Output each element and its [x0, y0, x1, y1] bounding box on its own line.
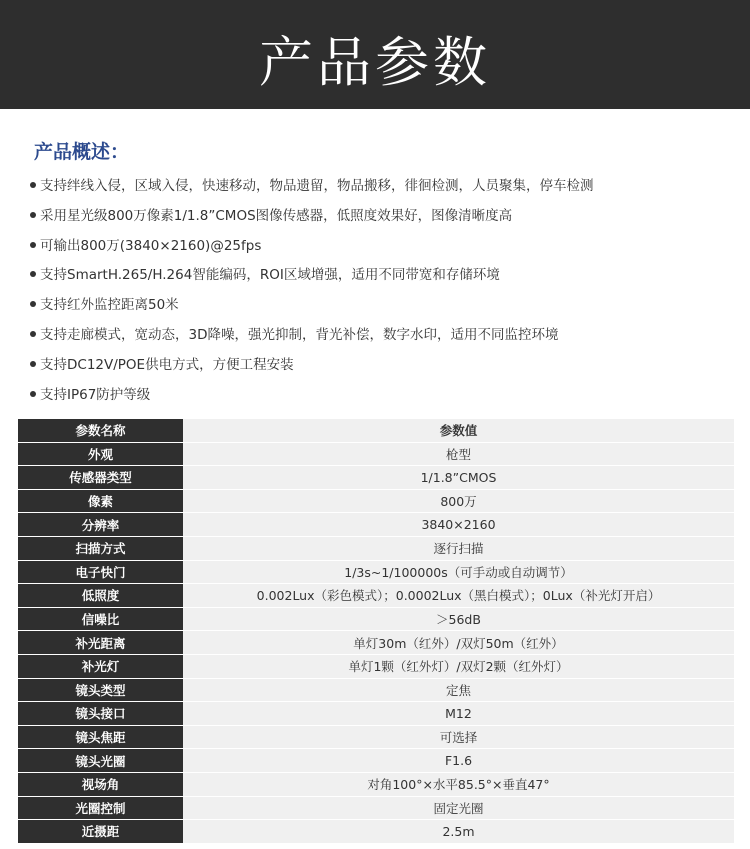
param-name: 像素	[18, 489, 183, 513]
bullet-icon	[30, 391, 36, 397]
bullet-icon	[30, 182, 36, 188]
table-row	[18, 772, 734, 796]
table-row	[18, 560, 734, 584]
param-value: 逐行扫描	[183, 536, 734, 560]
page-title: 产品参数	[259, 31, 491, 94]
bullet-icon	[30, 331, 36, 337]
bullet-icon	[30, 301, 36, 307]
table-row	[18, 796, 734, 820]
feature-text: 可输出800万(3840×2160)@25fps	[40, 237, 262, 254]
list-item	[30, 175, 730, 205]
list-item	[30, 294, 730, 324]
param-value: 3840×2160	[183, 513, 734, 537]
param-value: ＞56dB	[183, 607, 734, 631]
param-name: 信噪比	[18, 607, 183, 631]
param-value: 枪型	[183, 442, 734, 466]
list-item	[30, 324, 730, 354]
table-row	[18, 513, 734, 537]
param-name: 镜头接口	[18, 702, 183, 726]
list-item	[30, 354, 730, 384]
param-value: 定焦	[183, 678, 734, 702]
param-value: 单灯30m（红外）/双灯50m（红外）	[183, 631, 734, 655]
table-row	[18, 702, 734, 726]
param-name: 补光距离	[18, 631, 183, 655]
param-name: 补光灯	[18, 654, 183, 678]
overview-heading: 产品概述：	[34, 141, 130, 163]
list-item	[30, 264, 730, 294]
param-value: 可选择	[183, 725, 734, 749]
param-value: M12	[183, 702, 734, 726]
param-value: 0.002Lux（彩色模式）；0.0002Lux（黑白模式）；0Lux（补光灯开启）	[183, 584, 734, 608]
param-value: 2.5m	[183, 820, 734, 844]
header-name-cell: 参数名称	[18, 419, 183, 442]
feature-text: 支持SmartH.265/H.264智能编码，ROI区域增强，适用不同带宽和存储环境	[40, 267, 500, 284]
list-item	[30, 235, 730, 265]
table-row	[18, 466, 734, 490]
bullet-icon	[30, 212, 36, 218]
bullet-icon	[30, 242, 36, 248]
param-name: 镜头焦距	[18, 725, 183, 749]
feature-text: 支持红外监控距离50米	[40, 297, 179, 314]
param-name: 分辨率	[18, 513, 183, 537]
param-name: 扫描方式	[18, 536, 183, 560]
param-value: 1/3s~1/100000s（可手动或自动调节）	[183, 560, 734, 584]
bullet-icon	[30, 361, 36, 367]
param-name: 外观	[18, 442, 183, 466]
table-row	[18, 489, 734, 513]
table-row	[18, 678, 734, 702]
param-value: 800万	[183, 489, 734, 513]
table-row	[18, 631, 734, 655]
param-value: 固定光圈	[183, 796, 734, 820]
table-row	[18, 725, 734, 749]
table-row	[18, 749, 734, 773]
param-value: 1/1.8”CMOS	[183, 466, 734, 490]
param-name: 传感器类型	[18, 466, 183, 490]
table-row	[18, 820, 734, 844]
param-name: 镜头光圈	[18, 749, 183, 773]
feature-list	[30, 175, 730, 413]
table-row	[18, 584, 734, 608]
list-item	[30, 205, 730, 235]
param-name: 近摄距	[18, 820, 183, 844]
param-name: 视场角	[18, 772, 183, 796]
table-row	[18, 442, 734, 466]
table-row	[18, 536, 734, 560]
param-name: 低照度	[18, 584, 183, 608]
param-value: 单灯1颗（红外灯）/双灯2颗（红外灯）	[183, 654, 734, 678]
list-item	[30, 384, 730, 414]
table-row	[18, 654, 734, 678]
header-value-cell: 参数值	[183, 419, 734, 442]
param-value: F1.6	[183, 749, 734, 773]
param-value: 对角100°×水平85.5°×垂直47°	[183, 772, 734, 796]
bullet-icon	[30, 271, 36, 277]
param-name: 电子快门	[18, 560, 183, 584]
feature-text: 支持DC12V/POE供电方式，方便工程安装	[40, 356, 294, 373]
feature-text: 支持走廊模式，宽动态，3D降噪，强光抑制，背光补偿，数字水印，适用不同监控环境	[40, 326, 559, 343]
feature-text: 采用星光级800万像素1/1.8”CMOS图像传感器，低照度效果好，图像清晰度高	[40, 207, 513, 224]
table-header-row	[18, 419, 734, 442]
header-banner	[0, 0, 750, 109]
feature-text: 支持IP67防护等级	[40, 386, 151, 403]
table-row	[18, 607, 734, 631]
param-name: 镜头类型	[18, 678, 183, 702]
param-name: 光圈控制	[18, 796, 183, 820]
feature-text: 支持绊线入侵，区域入侵，快速移动，物品遗留，物品搬移，徘徊检测，人员聚集，停车检测	[40, 178, 594, 194]
spec-table	[18, 419, 734, 844]
